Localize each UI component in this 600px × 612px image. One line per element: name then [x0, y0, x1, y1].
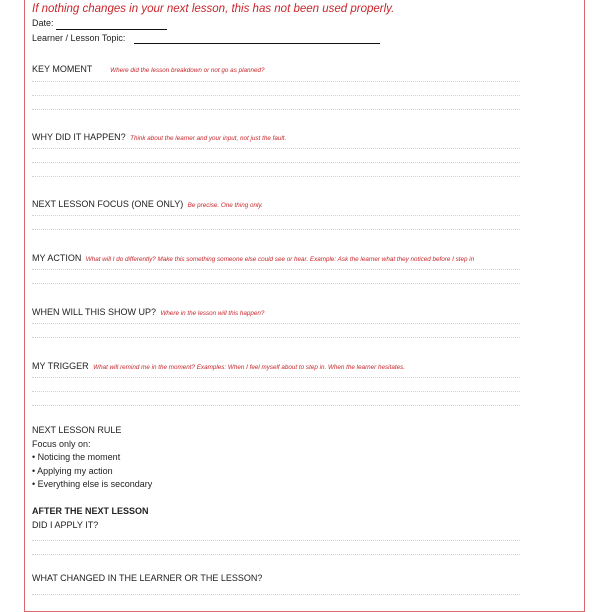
changed-title: WHAT CHANGED IN THE LEARNER OR THE LESSON?	[32, 573, 263, 583]
section-why	[32, 127, 286, 145]
warning-text: If nothing changes in your next lesson, this has not been used properly.	[32, 3, 395, 15]
trigger-line-2[interactable]	[32, 391, 520, 392]
after-line-1[interactable]	[32, 540, 520, 541]
why-line-3[interactable]	[32, 176, 520, 177]
trigger-line-1[interactable]	[32, 377, 520, 378]
section-action	[32, 248, 474, 266]
why-line-2[interactable]	[32, 162, 520, 163]
trigger-title: MY TRIGGER	[32, 361, 89, 371]
key-moment-line-1[interactable]	[32, 81, 520, 82]
action-hint: What will I do differently? Make this something someone else could see or hear. Example: Ask the learner what they noticed before I step in	[85, 256, 475, 263]
learner-topic-label: Learner / Lesson Topic:	[32, 33, 126, 43]
when-title: WHEN WILL THIS SHOW UP?	[32, 307, 157, 317]
when-line-1[interactable]	[32, 323, 520, 324]
key-moment-hint: Where did the lesson breakdown or not go as planned?	[110, 67, 265, 74]
rule-item-3: • Everything else is secondary	[32, 479, 153, 489]
date-label: Date:	[32, 18, 54, 28]
trigger-line-3[interactable]	[32, 405, 520, 406]
focus-line-2[interactable]	[32, 229, 520, 230]
trigger-hint: What will remind me in the moment? Examples: When I feel myself about to step in. When the learner hesitates.	[93, 364, 405, 371]
action-line-1[interactable]	[32, 269, 520, 270]
learner-topic-field[interactable]	[134, 43, 380, 44]
rule-focus-label: Focus only on:	[32, 438, 91, 449]
why-title: WHY DID IT HAPPEN?	[32, 132, 126, 142]
focus-line-1[interactable]	[32, 215, 520, 216]
rule-block	[32, 424, 152, 492]
when-hint: Where in the lesson will this happen?	[160, 310, 265, 317]
changed-line-1[interactable]	[32, 594, 520, 595]
after-line-2[interactable]	[32, 554, 520, 555]
rule-item-2: • Applying my action	[32, 465, 113, 476]
why-line-1[interactable]	[32, 148, 520, 149]
date-field[interactable]	[56, 29, 167, 30]
when-line-2[interactable]	[32, 337, 520, 338]
rule-title: NEXT LESSON RULE	[32, 425, 122, 435]
rule-item-1: • Noticing the moment	[32, 452, 121, 462]
why-hint: Think about the learner and your input, not just the fault.	[130, 135, 287, 142]
focus-title: NEXT LESSON FOCUS (ONE ONLY)	[32, 199, 184, 209]
action-title: MY ACTION	[32, 253, 82, 263]
key-moment-line-2[interactable]	[32, 95, 520, 96]
section-trigger	[32, 356, 405, 374]
after-question: DID I APPLY IT?	[32, 519, 99, 530]
section-when	[32, 302, 264, 320]
action-line-2[interactable]	[32, 283, 520, 284]
after-title: AFTER THE NEXT LESSON	[32, 506, 149, 516]
section-key-moment	[32, 59, 265, 77]
key-moment-title: KEY MOMENT	[32, 64, 93, 74]
key-moment-line-3[interactable]	[32, 109, 520, 110]
section-focus	[32, 194, 263, 212]
after-block	[32, 505, 149, 532]
focus-hint: Be precise. One thing only.	[187, 202, 263, 209]
